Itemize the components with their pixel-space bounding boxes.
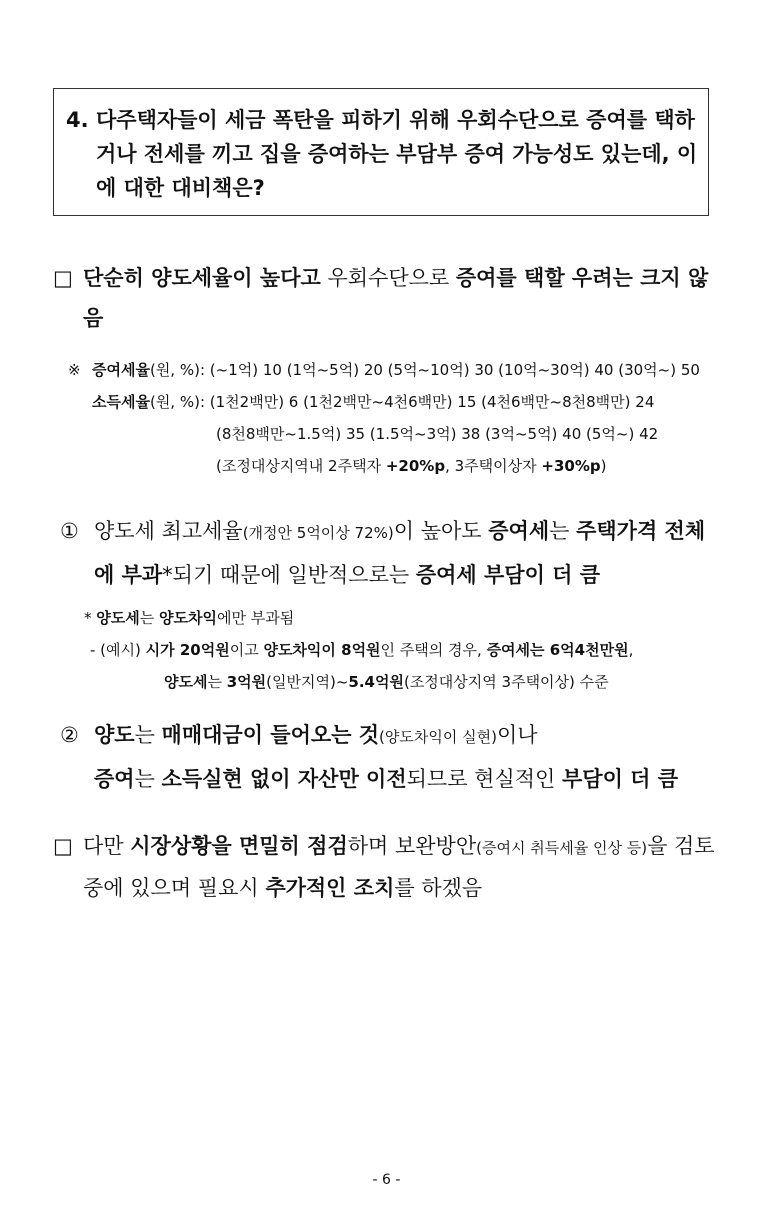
asterisk-icon: * <box>84 609 92 627</box>
section-2-text: 다만 시장상황을 면밀히 점검하며 보완방안(증여시 취득세율 인상 등)을 검토 중에 있으며 필요시 추가적인 조치를 하겠음 <box>83 834 715 900</box>
question-number: 4. <box>66 108 89 132</box>
question-text: 다주택자들이 세금 폭탄을 피하기 위해 우회수단으로 증여를 택하거나 전세를 끼고 집을 증여하는 부담부 증여 가능성도 있는데, 이에 대한 대비책은? <box>96 108 698 200</box>
section-1 <box>53 258 718 338</box>
question-box <box>53 88 709 216</box>
square-bullet-icon: □ <box>53 266 73 290</box>
point-1-text: 양도세 최고세율(개정안 5억이상 72%)이 높아도 증여세는 주택가격 전체에 부과*되기 때문에 일반적으로는 증여세 부담이 더 큼 <box>94 519 706 587</box>
point-2-text: 양도는 매매대금이 들어오는 것(양도차익이 실현)이나 증여는 소득실현 없이 자산만 이전되므로 현실적인 부담이 더 큼 <box>94 723 679 791</box>
circled-two-icon: ② <box>60 723 79 747</box>
point-1-footnote: * 양도세는 양도차익에만 부과됨 - (예시) 시가 20억원이고 양도차익이 8억원인 주택의 경우, 증여세는 6억4천만원, 양도세는 3억원(일반지역)~5.4억원(조정대상지역 3주택이상) 수준 <box>84 602 720 698</box>
gift-tax-rates: 증여세율(원, %): (~1억) 10 (1억~5억) 20 (5억~10억) 30 (10억~30억) 40 (30억~) 50 <box>92 361 700 379</box>
section-2 <box>53 826 718 908</box>
example-line-2: 양도세는 3억원(일반지역)~5.4억원(조정대상지역 3주택이상) 수준 <box>164 673 609 691</box>
point-2 <box>60 714 720 800</box>
circled-one-icon: ① <box>60 519 79 543</box>
square-bullet-icon: □ <box>53 834 73 858</box>
example-line: - (예시) 시가 20억원이고 양도차익이 8억원인 주택의 경우, 증여세는 6억4천만원, <box>90 641 634 659</box>
reference-mark-icon: ※ <box>68 361 81 379</box>
tax-rate-note <box>68 354 718 482</box>
section-1-text: 단순히 양도세율이 높다고 우회수단으로 증여를 택할 우려는 크지 않음 <box>83 266 709 330</box>
income-tax-rates: 소득세율(원, %): (1천2백만) 6 (1천2백만~4천6백만) 15 (4천6백만~8천8백만) 24 <box>92 393 655 411</box>
income-tax-rates-cont: (8천8백만~1.5억) 35 (1.5억~3억) 38 (3억~5억) 40 (5억~) 42 <box>216 425 659 443</box>
point-1 <box>60 510 720 596</box>
page-number: - 6 - <box>372 1172 401 1188</box>
surcharge-rates: (조정대상지역내 2주택자 +20%p, 3주택이상자 +30%p) <box>216 457 607 475</box>
